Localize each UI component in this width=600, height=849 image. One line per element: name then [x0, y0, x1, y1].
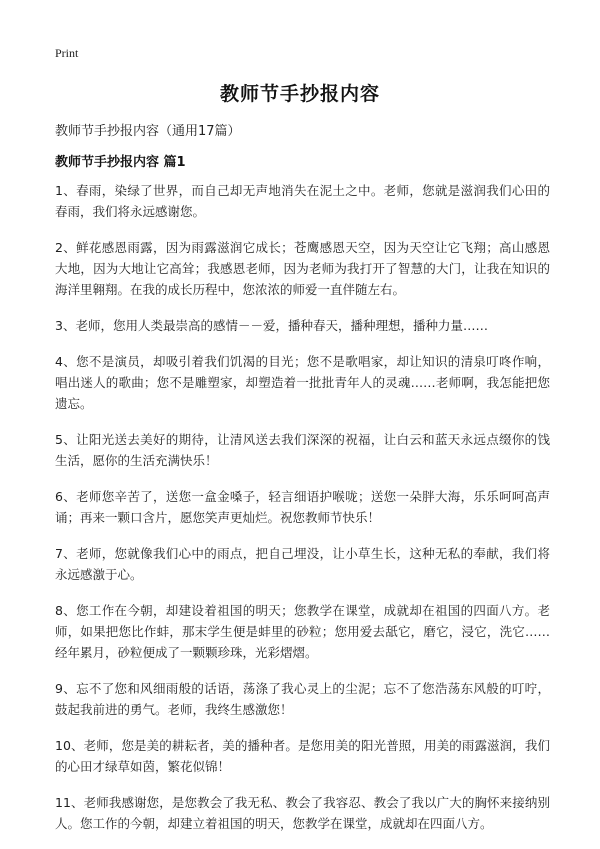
- paragraph: 6、老师您辛苦了，送您一盒金嗓子，轻言细语护喉咙；送您一朵胖大海，乐乐呵呵高声诵；再来一颗口含片，愿您笑声更灿烂。祝您教师节快乐！: [55, 489, 550, 525]
- paragraph: 2、鲜花感恩雨露，因为雨露滋润它成长；苍鹰感恩天空，因为天空让它飞翔；高山感恩大地，因为大地让它高耸；我感恩老师，因为老师为我打开了智慧的大门，让我在知识的海洋里翱翔。在我的成长历程中，您浓浓的师爱一直伴随左右。: [55, 240, 550, 297]
- print-link[interactable]: Print: [55, 46, 79, 60]
- paragraph: 5、让阳光送去美好的期待，让清风送去我们深深的祝福，让白云和蓝天永远点缀你的饯生活，愿你的生活充满快乐！: [55, 432, 550, 468]
- paragraph: 10、老师，您是美的耕耘者，美的播种者。是您用美的阳光普照，用美的雨露滋润，我们的心田才绿草如茵，繁花似锦！: [55, 738, 550, 774]
- page-title: 教师节手抄报内容: [219, 83, 380, 105]
- paragraph: 7、老师，您就像我们心中的雨点，把自己埋没，让小草生长，这种无私的奉献，我们将永远感激于心。: [55, 546, 550, 582]
- paragraph: 9、忘不了您和风细雨般的话语，荡涤了我心灵上的尘泥；忘不了您浩荡东风般的叮咛，鼓起我前进的勇气。老师，我终生感激您！: [55, 681, 550, 717]
- paragraph: 4、您不是演员，却吸引着我们饥渴的目光；您不是歌唱家，却让知识的清泉叮咚作响，唱出迷人的歌曲；您不是雕塑家，却塑造着一批批青年人的灵魂……老师啊，我怎能把您遗忘。: [55, 354, 550, 411]
- paragraph: 1、春雨，染绿了世界，而自己却无声地消失在泥土之中。老师，您就是滋润我们心田的春雨，我们将永远感谢您。: [55, 183, 550, 219]
- document-subtitle: 教师节手抄报内容（通用17篇）: [55, 124, 241, 139]
- paragraph: 11、老师我感谢您，是您教会了我无私、教会了我容忍、教会了我以广大的胸怀来接纳别人。您工作的今朝，却建立着祖国的明天，您教学在课堂，成就却在四面八方。: [55, 795, 550, 831]
- article-body: [55, 180, 550, 849]
- paragraph: 3、老师，您用人类最崇高的感情－－爱，播种春天，播种理想，播种力量……: [55, 318, 488, 333]
- section-heading: 教师节手抄报内容 篇1: [55, 155, 186, 170]
- paragraph: 8、您工作在今朝，却建设着祖国的明天；您教学在课堂，成就却在祖国的四面八方。老师，如果把您比作蚌，那末学生便是蚌里的砂粒；您用爱去舐它，磨它，浸它，洗它……经年累月，砂粒便成了一颗颗珍珠，光彩熠熠。: [55, 603, 550, 660]
